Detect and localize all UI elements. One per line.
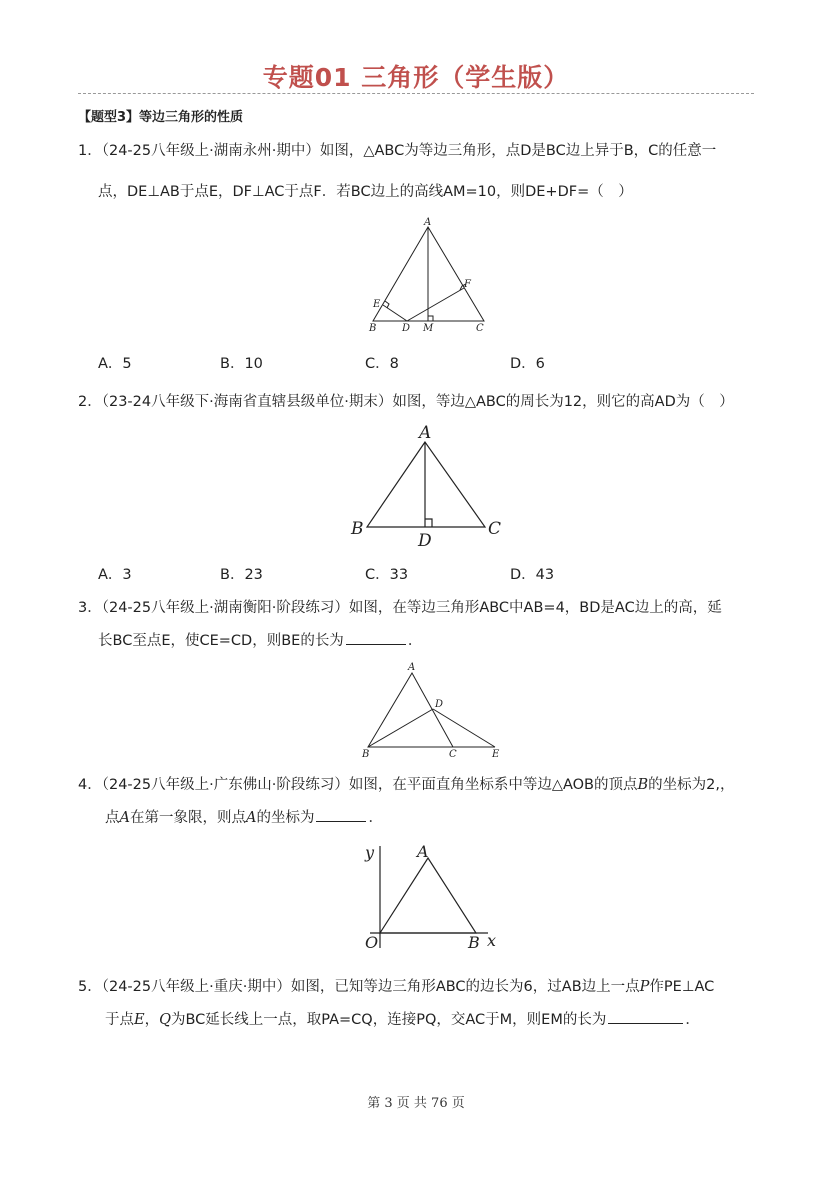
q2-right-angle-d — [425, 519, 432, 527]
q5-text-line2-end: ． — [685, 1012, 700, 1028]
q2-label-d: D — [418, 531, 432, 551]
q3-text-line2 — [98, 629, 422, 650]
q1-label-b: B — [369, 323, 377, 334]
q5-var-q: Q — [159, 1012, 171, 1028]
q1-label-a: A — [424, 217, 432, 228]
q5-text-line1 — [78, 975, 714, 996]
q4-text-line2-post: 的坐标为 — [256, 810, 315, 826]
q1-right-angle-m — [428, 316, 433, 321]
q5-answer-blank[interactable] — [608, 1011, 683, 1024]
q3-figure — [355, 660, 505, 760]
q2-label-a: A — [419, 423, 432, 443]
q4-text-line1 — [78, 773, 735, 794]
q5-text-line2 — [105, 1008, 700, 1029]
q3-label-c: C — [449, 749, 457, 760]
q1-option-b[interactable]: B．10 — [220, 356, 263, 372]
q4-label-x: x — [487, 931, 497, 950]
q4-text-line1-post: 的坐标为2,， — [648, 777, 735, 793]
q3-label-b: B — [362, 749, 370, 760]
q1-label-e: E — [373, 299, 381, 310]
q1-figure — [360, 215, 500, 340]
q4-text-line1-pre: 4．（24-25八年级上·广东佛山·阶段练习）如图，在平面直角坐标系中等边△AOB的顶点 — [78, 777, 638, 793]
title-divider — [78, 93, 754, 94]
page-title: 专题01 三角形（学生版） — [262, 63, 570, 92]
q2-option-c[interactable]: C．33 — [365, 567, 409, 583]
q2-option-b[interactable]: B．23 — [220, 567, 263, 583]
q5-var-e: E — [134, 1012, 145, 1028]
q4-text-line2 — [105, 806, 383, 827]
q5-text-line2-pre: 于点 — [105, 1012, 134, 1028]
q3-triangle-abc — [368, 673, 453, 747]
q3-label-a: A — [408, 662, 416, 673]
q4-label-a: A — [417, 842, 429, 861]
q5-text-line2-post: 为BC延长线上一点，取PA=CQ，连接PQ，交AC于M，则EM的长为 — [170, 1012, 607, 1028]
q2-triangle-abc — [367, 442, 485, 527]
q3-text-line2-end: ． — [407, 633, 423, 649]
q1-label-m: M — [423, 323, 434, 334]
q4-text-line2-mid: 在第一象限，则点 — [129, 810, 246, 826]
q1-option-c[interactable]: C．8 — [365, 356, 399, 372]
q2-label-c: C — [488, 519, 502, 539]
q4-label-o: O — [365, 933, 379, 952]
q3-segment-bd — [368, 709, 433, 747]
q1-text-line1: 1．（24-25八年级上·湖南永州·期中）如图，△ABC为等边三角形，点D是BC边上异于B，C的任意一 — [78, 143, 717, 159]
q1-text-line2: 点，DE⊥AB于点E，DF⊥AC于点F．若BC边上的高线AM=10，则DE+DF=（ ） — [98, 184, 633, 200]
q3-label-d: D — [435, 699, 444, 710]
q1-label-f: F — [464, 279, 471, 290]
q4-answer-blank[interactable] — [316, 809, 366, 822]
q5-text-line2-mid: ， — [144, 1012, 160, 1028]
q2-option-a[interactable]: A．3 — [98, 567, 132, 583]
q4-text-line2-end: ． — [368, 810, 383, 826]
q3-text-line2-body: 长BC至点E，使CE=CD，则BE的长为 — [98, 633, 344, 649]
q4-var-b: B — [637, 777, 649, 793]
q5-text-line1-post: 作PE⊥AC — [649, 979, 715, 995]
q1-label-d: D — [402, 323, 411, 334]
q4-figure — [360, 838, 510, 958]
q1-option-d[interactable]: D．6 — [510, 356, 545, 372]
q4-var-a2: A — [245, 810, 257, 826]
q4-triangle-aob — [380, 858, 476, 933]
q4-label-y: y — [365, 843, 375, 862]
q3-answer-blank[interactable] — [346, 632, 406, 645]
q5-text-line1-pre: 5．（24-25八年级上·重庆·期中）如图，已知等边三角形ABC的边长为6，过AB边上一点 — [78, 979, 640, 995]
q2-figure — [345, 420, 515, 555]
q3-label-e: E — [492, 749, 500, 760]
q2-option-d[interactable]: D．43 — [510, 567, 555, 583]
q2-text-line1: 2．（23-24八年级下·海南省直辖县级单位·期末）如图，等边△ABC的周长为12，则它的高AD为（ ） — [78, 394, 734, 410]
q4-label-b: B — [468, 933, 480, 952]
q5-var-p: P — [639, 979, 650, 995]
q2-label-b: B — [351, 519, 364, 539]
page-footer: 第 3 页 共 76 页 — [367, 1096, 465, 1111]
q3-text-line1: 3．（24-25八年级上·湖南衡阳·阶段练习）如图，在等边三角形ABC中AB=4，BD是AC边上的高，延 — [78, 600, 722, 616]
q4-var-a1: A — [119, 810, 130, 826]
q1-segment-df — [407, 288, 464, 321]
q1-label-c: C — [476, 323, 484, 334]
section-heading: 【题型3】等边三角形的性质 — [78, 110, 244, 125]
q1-segment-de — [383, 305, 407, 321]
q4-text-line2-pre: 点 — [105, 810, 120, 826]
q1-option-a[interactable]: A．5 — [98, 356, 132, 372]
